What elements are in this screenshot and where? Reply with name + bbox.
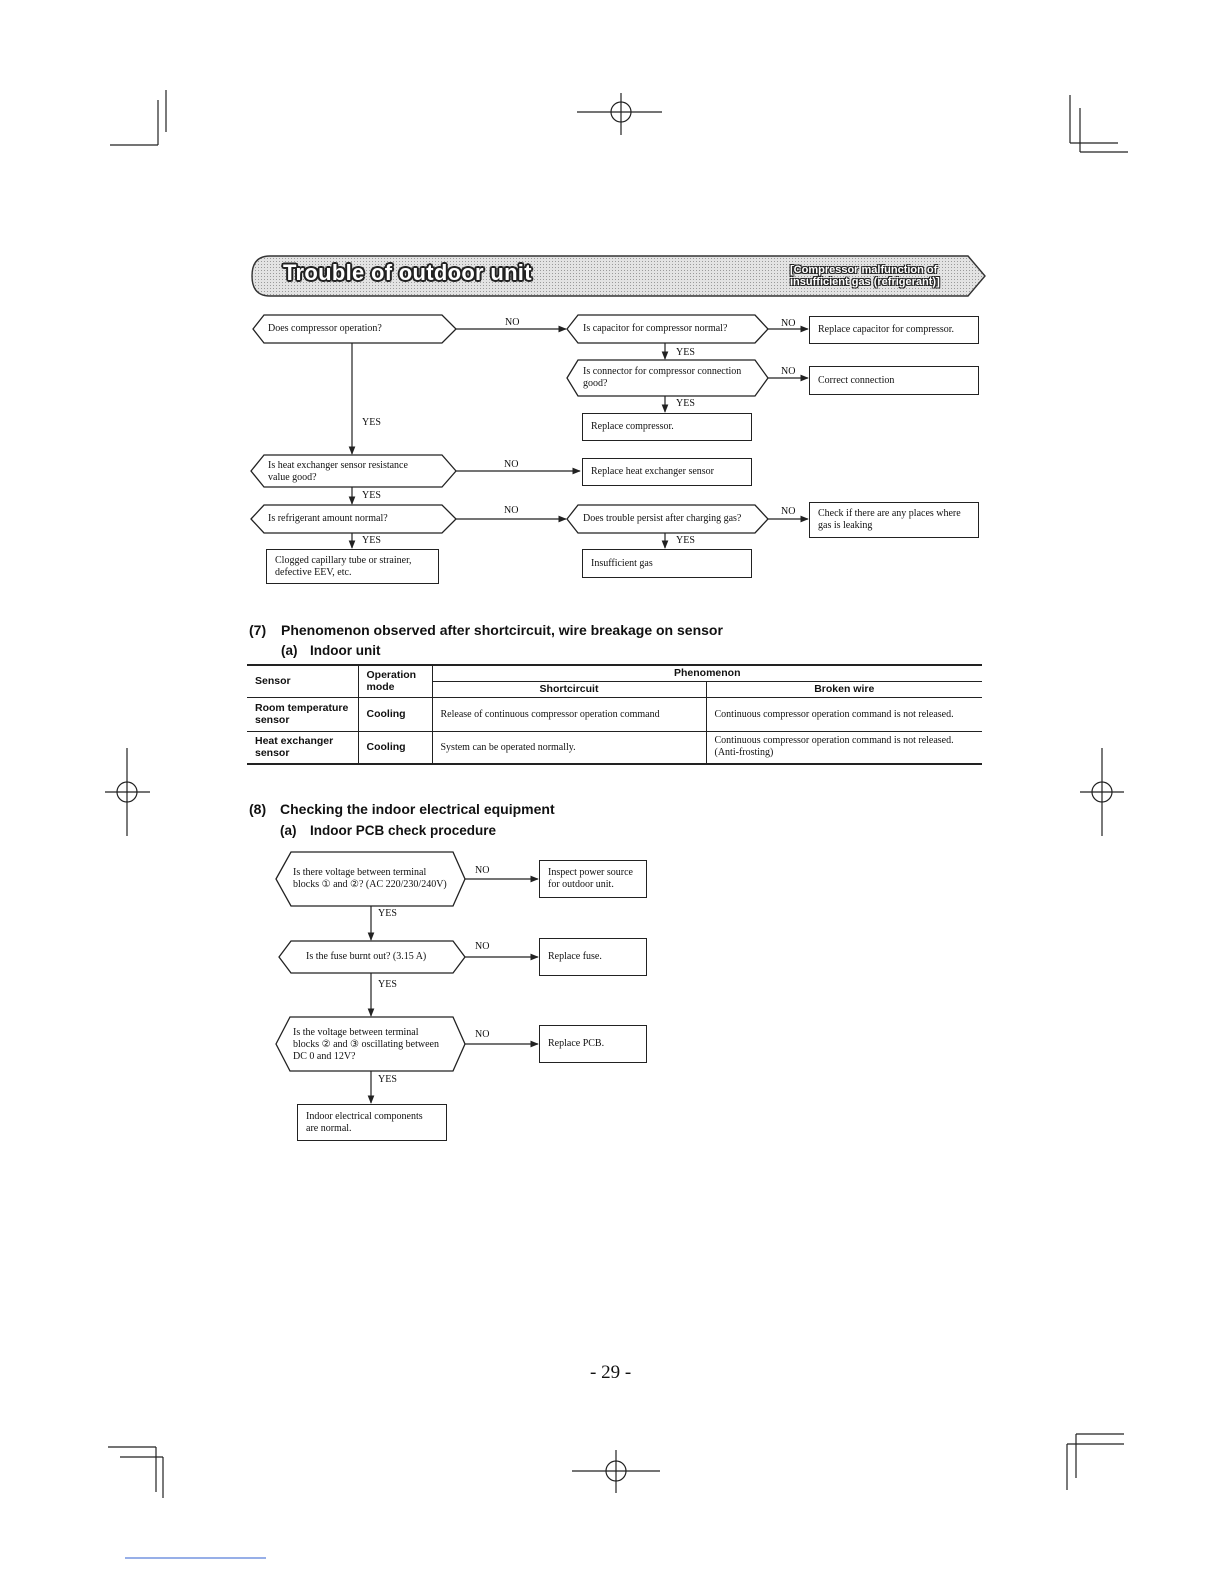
no-label: NO: [781, 318, 796, 329]
decision-voltage-oscillating: Is the voltage between terminal blocks ② and ③ oscillating between DC 0 and 12V?: [293, 1027, 439, 1062]
yes-label: YES: [676, 535, 695, 546]
no-label: NO: [475, 941, 490, 952]
decision-refrigerant-amount: Is refrigerant amount normal?: [268, 513, 388, 524]
result-components-normal: Indoor electrical components are normal.: [297, 1104, 447, 1141]
decision-capacitor-normal: Is capacitor for compressor normal?: [583, 323, 728, 334]
action-correct-connection: Correct connection: [809, 366, 979, 395]
decision-terminal-voltage: Is there voltage between terminal blocks ① and ②? (AC 220/230/240V): [293, 867, 447, 890]
cell-shortcircuit: System can be operated normally.: [432, 731, 706, 764]
no-label: NO: [475, 865, 490, 876]
action-replace-fuse: Replace fuse.: [539, 938, 647, 976]
no-label: NO: [781, 366, 796, 377]
section-7-number: (7): [249, 622, 267, 638]
header-sensor: Sensor: [247, 665, 358, 697]
no-label: NO: [504, 459, 519, 470]
cell-mode: Cooling: [358, 697, 432, 731]
section-8-subheading: Indoor PCB check procedure: [310, 823, 497, 838]
result-clogged-capillary: Clogged capillary tube or strainer, defective EEV, etc.: [266, 549, 439, 584]
yes-label: YES: [676, 398, 695, 409]
header-operation-mode: Operation mode: [358, 665, 432, 697]
no-label: NO: [475, 1029, 490, 1040]
cell-shortcircuit: Release of continuous compressor operation command: [432, 697, 706, 731]
decision-connector-good: Is connector for compressor connection good?: [583, 366, 742, 389]
page-number: - 29 -: [590, 1362, 632, 1383]
yes-label: YES: [362, 490, 381, 501]
decision-heat-sensor-resistance: Is heat exchanger sensor resistance value good?: [268, 460, 408, 483]
header-phenomenon: Phenomenon: [432, 665, 982, 681]
section-7-sub-number: (a): [281, 643, 298, 658]
cell-broken-wire: Continuous compressor operation command is not released.: [706, 697, 982, 731]
action-inspect-power-source: Inspect power source for outdoor unit.: [539, 860, 647, 898]
yes-label: YES: [378, 979, 397, 990]
cell-sensor: Room temperature sensor: [247, 697, 358, 731]
action-replace-capacitor: Replace capacitor for compressor.: [809, 316, 979, 344]
section-8-heading: Checking the indoor electrical equipment: [280, 801, 555, 817]
header-broken-wire: Broken wire: [706, 681, 982, 697]
action-replace-compressor: Replace compressor.: [582, 413, 752, 441]
yes-label: YES: [676, 347, 695, 358]
no-label: NO: [781, 506, 796, 517]
yes-label: YES: [362, 535, 381, 546]
cell-mode: Cooling: [358, 731, 432, 764]
cell-broken-wire: Continuous compressor operation command is not released. (Anti-frosting): [706, 731, 982, 764]
decision-compressor-operation: Does compressor operation?: [268, 323, 382, 334]
yes-label: YES: [378, 908, 397, 919]
action-replace-heat-sensor: Replace heat exchanger sensor: [582, 458, 752, 486]
no-label: NO: [505, 317, 520, 328]
section-7-heading: Phenomenon observed after shortcircuit, wire breakage on sensor: [281, 622, 723, 638]
yes-label: YES: [362, 417, 381, 428]
section-7-subheading: Indoor unit: [310, 643, 381, 658]
decision-fuse-burnt: Is the fuse burnt out? (3.15 A): [306, 951, 427, 962]
action-check-leak: Check if there are any places where gas is leaking: [809, 502, 979, 538]
header-shortcircuit: Shortcircuit: [432, 681, 706, 697]
section-8-sub-number: (a): [280, 823, 297, 838]
cell-sensor: Heat exchanger sensor: [247, 731, 358, 764]
section-8-number: (8): [249, 801, 267, 817]
result-insufficient-gas: Insufficient gas: [582, 549, 752, 578]
yes-label: YES: [378, 1074, 397, 1085]
action-replace-pcb: Replace PCB.: [539, 1025, 647, 1063]
banner-title: Trouble of outdoor unit: [283, 260, 532, 285]
no-label: NO: [504, 505, 519, 516]
banner-subtitle: [Compressor malfunction of insufficient gas (refrigerant)]: [790, 264, 940, 288]
decision-trouble-persist: Does trouble persist after charging gas?: [583, 513, 742, 524]
